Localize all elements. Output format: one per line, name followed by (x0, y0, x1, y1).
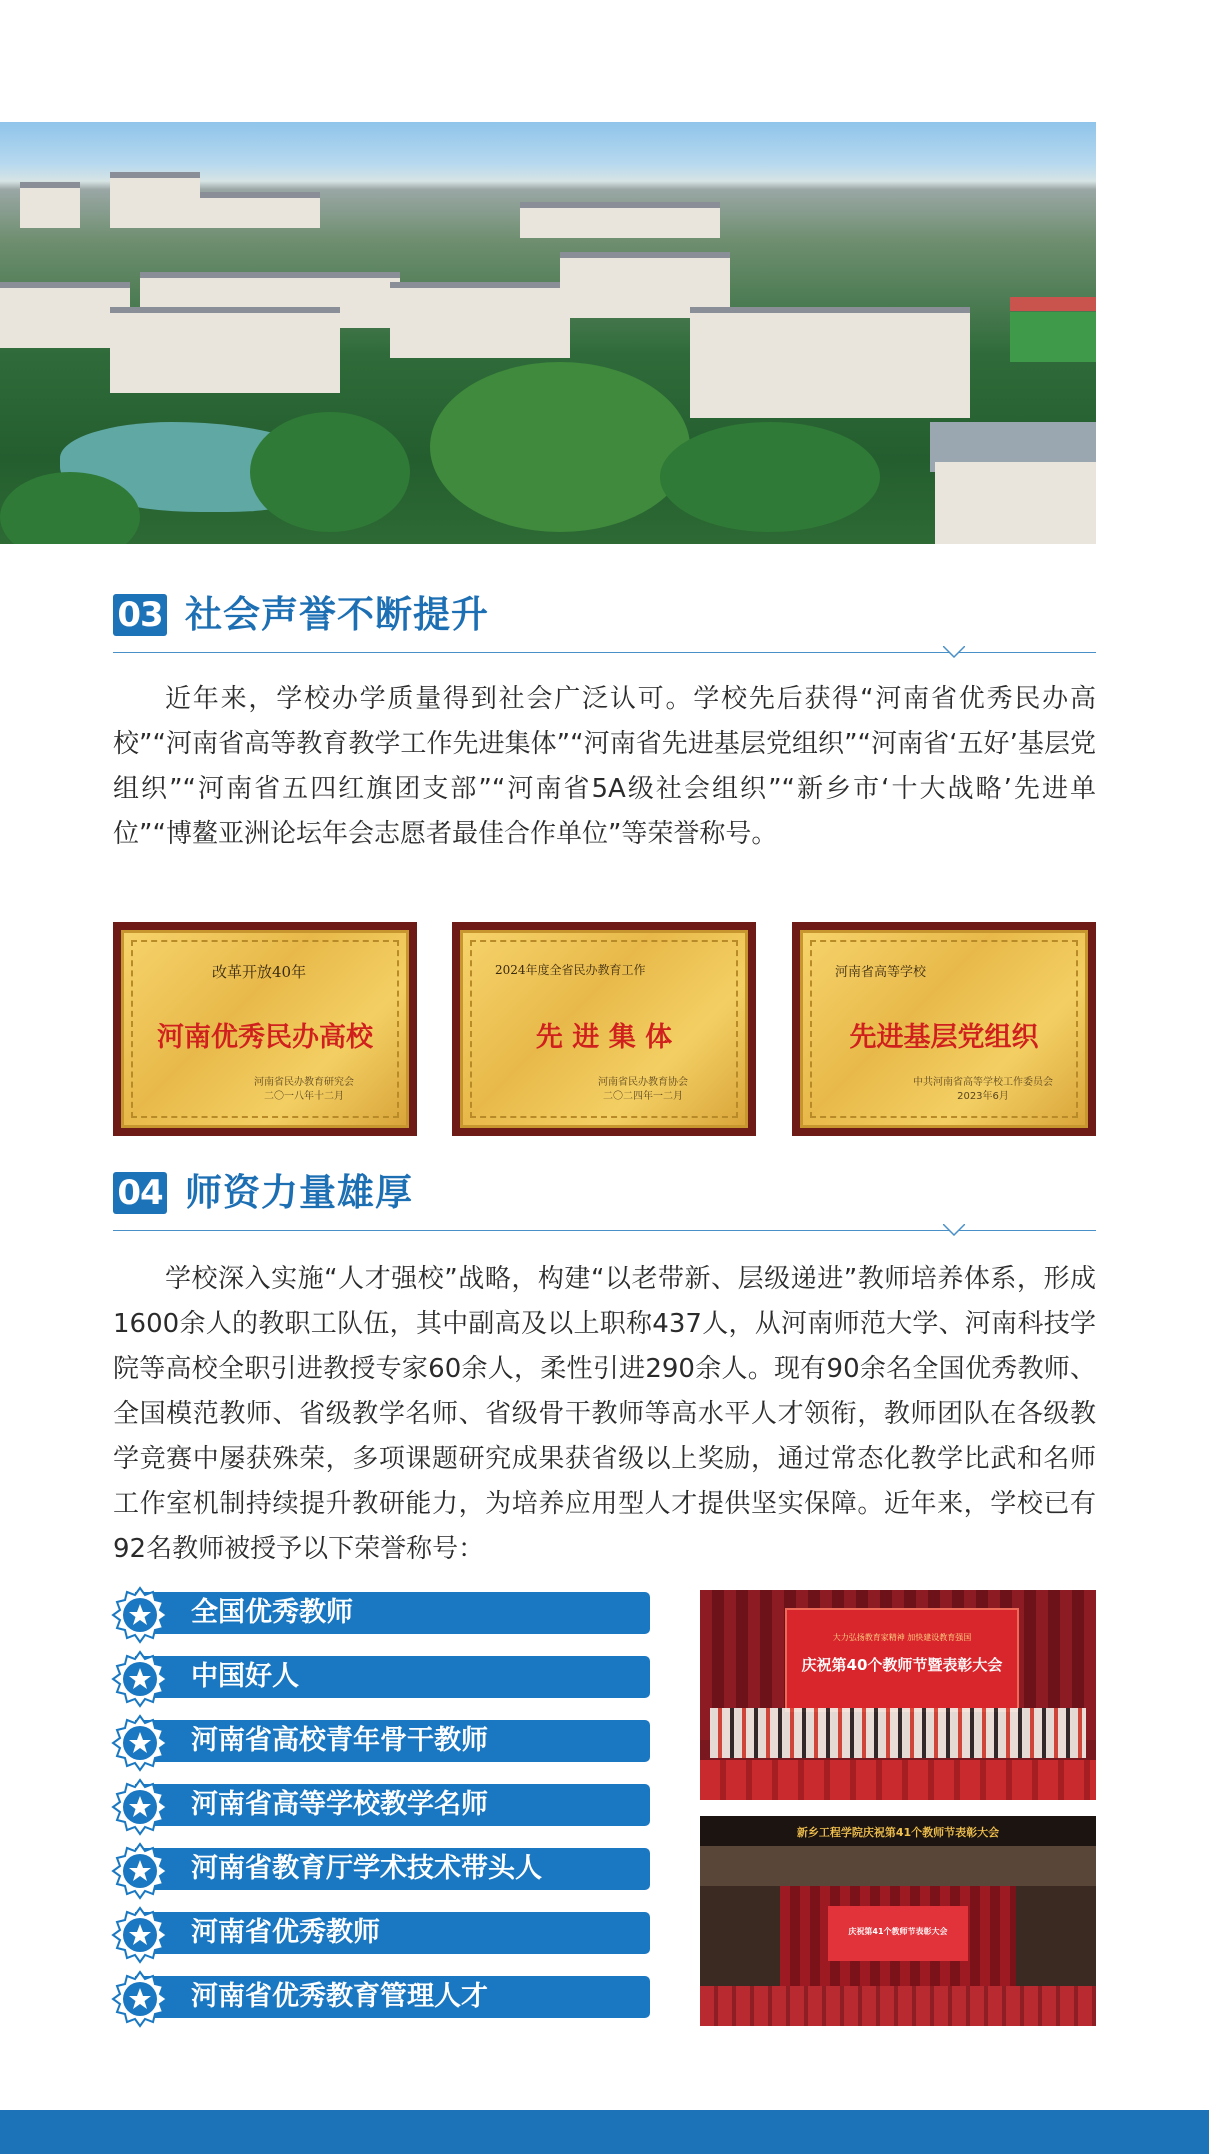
banner-title: 庆祝第40个教师节暨表彰大会 (801, 1656, 1003, 1674)
ceremony-photo-40th (700, 1590, 1096, 1800)
honor-item (113, 1590, 650, 1636)
honor-label: 河南省优秀教师 (191, 1917, 380, 1948)
honor-label: 河南省高校青年骨干教师 (191, 1725, 488, 1756)
section-03-header (113, 590, 1096, 660)
plaque-date: 2023年6月 (957, 1091, 1009, 1102)
plaque-issuer: 河南省民办教育研究会 (254, 1077, 354, 1088)
section-number: 04 (113, 1172, 167, 1214)
section-04-paragraph: 学校深入实施“人才强校”战略，构建“以老带新、层级递进”教师培养体系，形成1600余人的教职工队伍，其中副高及以上职称437人，从河南师范大学、河南科技学院等高校全职引进教授专家60余人，柔性引进290余人。现有90余名全国优秀教师、全国模范教师、省级教学名师、省级骨干教师等高水平人才领衔，教师团队在各级教学竞赛中屡获殊荣，多项课题研究成果获省级以上奖励，通过常态化教学比武和名师工作室机制持续提升教研能力，为培养应用型人才提供坚实保障。近年来，学校已有92名教师被授予以下荣誉称号： (113, 1264, 1096, 1564)
divider-notch-icon (943, 646, 965, 658)
section-title: 师资力量雄厚 (185, 1171, 413, 1214)
star-medal-icon (111, 1586, 169, 1644)
star-medal-icon (111, 1778, 169, 1836)
star-medal-icon (111, 1906, 169, 1964)
honor-label: 河南省教育厅学术技术带头人 (191, 1853, 542, 1884)
award-plaque-2 (452, 922, 756, 1136)
banner-slogan: 大力弘扬教育家精神 加快建设教育强国 (832, 1633, 972, 1642)
honor-label: 全国优秀教师 (191, 1597, 353, 1628)
honor-item (113, 1782, 650, 1828)
star-medal-icon (111, 1714, 169, 1772)
plaque-issuer: 河南省民办教育协会 (598, 1077, 688, 1088)
hall-banner: 新乡工程学院庆祝第41个教师节表彰大会 (796, 1826, 1000, 1839)
honor-item (113, 1654, 650, 1700)
honor-label: 河南省优秀教育管理人才 (191, 1981, 488, 2012)
star-medal-icon (111, 1650, 169, 1708)
plaque-issuer: 中共河南省高等学校工作委员会 (913, 1077, 1053, 1088)
star-medal-icon (111, 1970, 169, 2028)
honor-item (113, 1718, 650, 1764)
star-medal-icon (111, 1842, 169, 1900)
footer-band (0, 2110, 1209, 2154)
plaque-top-text: 河南省高等学校 (835, 965, 927, 980)
section-03-paragraph: 近年来，学校办学质量得到社会广泛认可。学校先后获得“河南省优秀民办高校”“河南省高等教育教学工作先进集体”“河南省先进基层党组织”“河南省‘五好’基层党组织”“河南省五四红旗团支部”“河南省5A级社会组织”“新乡市‘十大战略’先进单位”“博鳌亚洲论坛年会志愿者最佳合作单位”等荣誉称号。 (113, 684, 1096, 849)
plaque-date: 二〇一八年十二月 (264, 1091, 344, 1102)
section-title: 社会声誉不断提升 (185, 593, 489, 636)
plaque-title: 先 进 集 体 (535, 1022, 673, 1053)
campus-aerial-photo (0, 122, 1096, 544)
plaque-top-text: 2024年度全省民办教育工作 (495, 963, 646, 977)
plaque-date: 二〇二四年一二月 (603, 1091, 683, 1102)
honor-item (113, 1974, 650, 2020)
screen-title: 庆祝第41个教师节表彰大会 (848, 1927, 948, 1936)
award-plaque-1 (113, 922, 417, 1136)
section-04-header (113, 1168, 1096, 1238)
section-number: 03 (113, 594, 167, 636)
ceremony-photo-41st (700, 1816, 1096, 2026)
divider-notch-icon (943, 1224, 965, 1236)
honor-label: 中国好人 (191, 1661, 299, 1692)
award-plaque-3 (792, 922, 1096, 1136)
honor-item (113, 1910, 650, 1956)
honor-item (113, 1846, 650, 1892)
plaque-top-text: 改革开放40年 (212, 963, 307, 981)
plaque-title: 河南优秀民办高校 (157, 1022, 373, 1053)
honor-label: 河南省高等学校教学名师 (191, 1789, 488, 1820)
plaque-title: 先进基层党组织 (849, 1022, 1039, 1053)
